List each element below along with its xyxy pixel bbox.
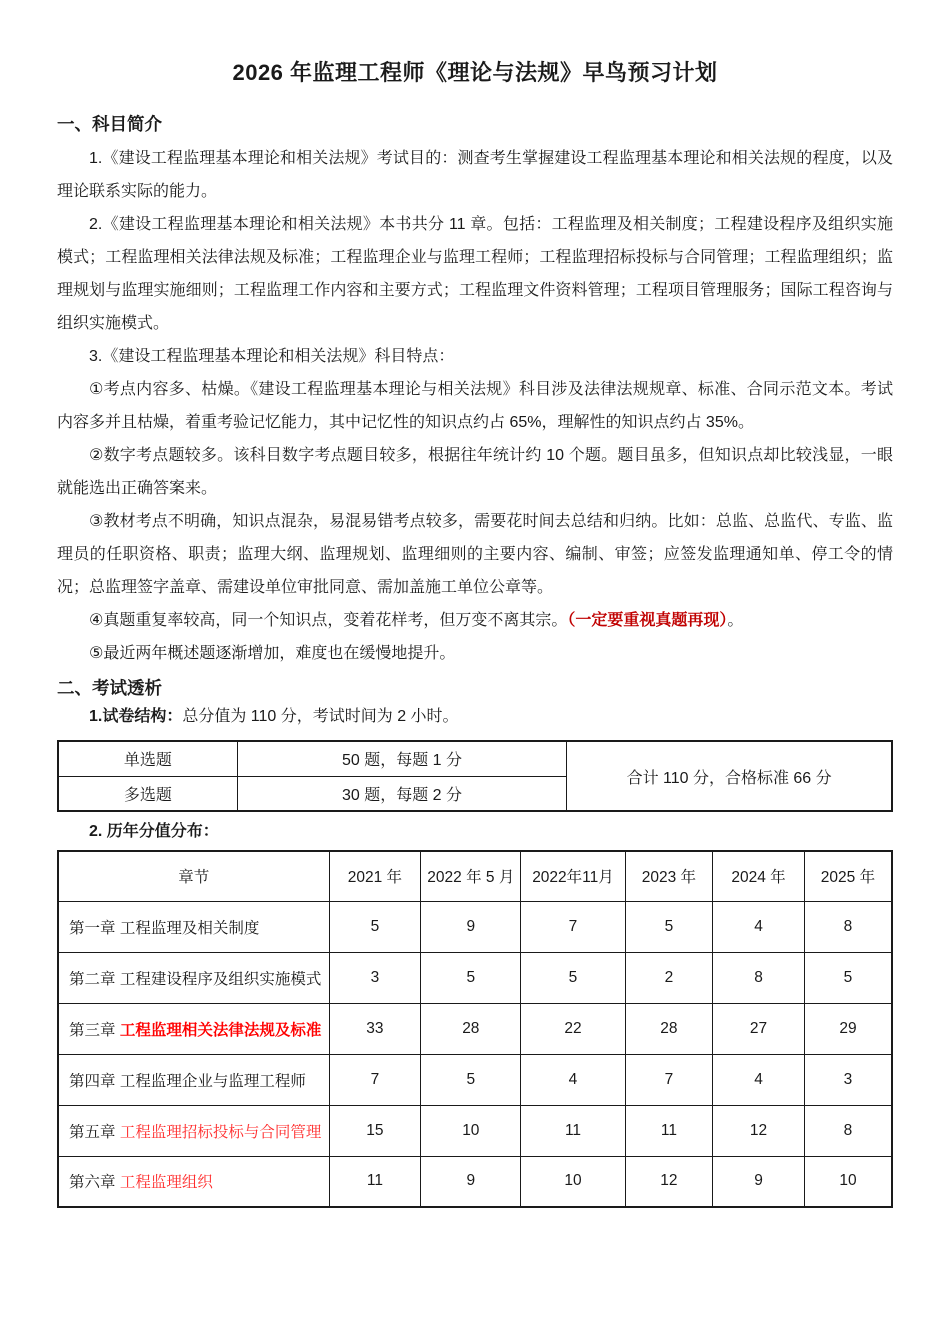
score-cell: 7 [329, 1054, 421, 1105]
paper-structure-line [57, 700, 893, 733]
score-cell: 10 [421, 1105, 521, 1156]
score-cell: 3 [329, 952, 421, 1003]
score-cell: 22 [521, 1003, 625, 1054]
chapter-name: 工程监理招标投标与合同管理 [119, 1123, 322, 1141]
intro-paragraph-3: 3.《建设工程监理基本理论和相关法规》科目特点： [89, 348, 455, 365]
table-row [58, 901, 892, 952]
table-row [58, 952, 892, 1003]
score-cell: 10 [804, 1156, 892, 1207]
paragraph-7-period: 。 [727, 612, 744, 629]
score-cell: 12 [625, 1156, 713, 1207]
chapter-number: 第四章 [69, 1072, 116, 1090]
score-cell: 8 [804, 901, 892, 952]
score-cell: 8 [713, 952, 805, 1003]
question-detail-cell: 50 题，每题 1 分 [237, 741, 566, 776]
paper-structure-table [57, 740, 893, 812]
score-cell: 9 [713, 1156, 805, 1207]
score-cell: 29 [804, 1003, 892, 1054]
total-score-cell: 合计 110 分，合格标准 66 分 [567, 741, 892, 811]
score-cell: 11 [625, 1105, 713, 1156]
intro-paragraph-2: 2.《建设工程监理基本理论和相关法规》本书共分 11 章。包括：工程监理及相关制度；工程建设程序及组织实施模式；工程监理相关法律法规及标准；工程监理企业与监理工程师；工程监理招标投标与合同管理；工程监理组织；监理规划与监理实施细则；工程监理工作内容和主要方式；工程监理文件资料管理；工程项目管理服务；国际工程咨询与组织实施模式。 [57, 216, 893, 332]
score-cell: 12 [713, 1105, 805, 1156]
score-cell: 9 [421, 1156, 521, 1207]
question-type-cell: 多选题 [58, 776, 237, 811]
intro-paragraph-6: ③教材考点不明确，知识点混杂，易混易错考点较多，需要花时间去总结和归纳。比如：总监、总监代、专监、监理员的任职资格、职责；监理大纲、监理规划、监理细则的主要内容、编制、审签；应签发监理通知单、停工令的情况；总监理签字盖章、需建设单位审批同意、需加盖施工单位公章等。 [57, 513, 893, 596]
table-row [58, 741, 892, 776]
score-cell: 4 [713, 1054, 805, 1105]
intro-paragraph-7 [57, 604, 893, 637]
table-header-row [58, 851, 892, 901]
chapter-name: 工程监理相关法律法规及标准 [119, 1021, 322, 1039]
score-cell: 9 [421, 901, 521, 952]
chapter-number: 第一章 [69, 919, 116, 937]
chapter-number: 第二章 [69, 970, 116, 988]
score-cell: 5 [329, 901, 421, 952]
document-title: 2026 年监理工程师《理论与法规》早鸟预习计划 [232, 60, 718, 85]
section-heading-exam: 二、考试透析 [57, 678, 162, 698]
chapter-number: 第六章 [69, 1174, 116, 1192]
chapter-name: 工程监理企业与监理工程师 [119, 1072, 306, 1090]
score-cell: 27 [713, 1003, 805, 1054]
chapter-cell [58, 952, 329, 1003]
score-cell: 7 [521, 901, 625, 952]
chapter-cell [58, 1054, 329, 1105]
header-year: 2021 年 [329, 851, 421, 901]
score-cell: 8 [804, 1105, 892, 1156]
score-cell: 28 [421, 1003, 521, 1054]
chapter-name: 工程建设程序及组织实施模式 [119, 970, 322, 988]
score-cell: 33 [329, 1003, 421, 1054]
score-cell: 10 [521, 1156, 625, 1207]
chapter-number: 第三章 [69, 1021, 116, 1039]
chapter-name: 工程监理组织 [119, 1174, 213, 1192]
score-cell: 28 [625, 1003, 713, 1054]
table-row [58, 1003, 892, 1054]
table-row [58, 1105, 892, 1156]
question-type-cell: 单选题 [58, 741, 237, 776]
score-distribution-table [57, 850, 893, 1208]
distribution-label: 2. 历年分值分布： [89, 823, 219, 840]
chapter-cell [58, 1156, 329, 1207]
intro-paragraph-1: 1.《建设工程监理基本理论和相关法规》考试目的：测查考生掌握建设工程监理基本理论和相关法规的程度，以及理论联系实际的能力。 [57, 150, 893, 200]
chapter-cell [58, 901, 329, 952]
score-cell: 5 [421, 952, 521, 1003]
chapter-name: 工程监理及相关制度 [119, 919, 260, 937]
score-cell: 11 [329, 1156, 421, 1207]
score-cell: 2 [625, 952, 713, 1003]
score-cell: 5 [625, 901, 713, 952]
section-heading-intro: 一、科目简介 [57, 114, 162, 134]
paragraph-7-text: ④真题重复率较高，同一个知识点，变着花样考，但万变不离其宗。 [89, 612, 568, 629]
intro-paragraph-4: ①考点内容多、枯燥。《建设工程监理基本理论与相关法规》科目涉及法律法规规章、标准、合同示范文本。考试内容多并且枯燥，着重考验记忆能力，其中记忆性的知识点约占 65%，理解性的知识点约占 35%。 [57, 381, 893, 431]
chapter-cell [58, 1105, 329, 1156]
score-cell: 4 [521, 1054, 625, 1105]
score-cell: 5 [521, 952, 625, 1003]
score-cell: 5 [421, 1054, 521, 1105]
score-cell: 7 [625, 1054, 713, 1105]
score-cell: 15 [329, 1105, 421, 1156]
header-year: 2022 年 5 月 [421, 851, 521, 901]
score-cell: 4 [713, 901, 805, 952]
table-row [58, 1054, 892, 1105]
score-cell: 11 [521, 1105, 625, 1156]
exam-repeat-highlight: （一定要重视真题再现） [567, 612, 728, 629]
table-row [58, 1156, 892, 1207]
header-chapter: 章节 [58, 851, 329, 901]
question-detail-cell: 30 题，每题 2 分 [237, 776, 566, 811]
intro-paragraph-5: ②数字考点题较多。该科目数字考点题目较多，根据往年统计约 10 个题。题目虽多，但知识点却比较浅显，一眼就能选出正确答案来。 [57, 447, 893, 497]
score-cell: 3 [804, 1054, 892, 1105]
chapter-cell [58, 1003, 329, 1054]
paper-structure-label: 1.试卷结构： [89, 708, 183, 725]
header-year: 2025 年 [804, 851, 892, 901]
header-year: 2022年11月 [521, 851, 625, 901]
score-cell: 5 [804, 952, 892, 1003]
chapter-number: 第五章 [69, 1123, 116, 1141]
header-year: 2024 年 [713, 851, 805, 901]
intro-paragraph-8: ⑤最近两年概述题逐渐增加，难度也在缓慢地提升。 [89, 645, 456, 662]
paper-structure-text: 总分值为 110 分，考试时间为 2 小时。 [182, 708, 459, 725]
header-year: 2023 年 [625, 851, 713, 901]
